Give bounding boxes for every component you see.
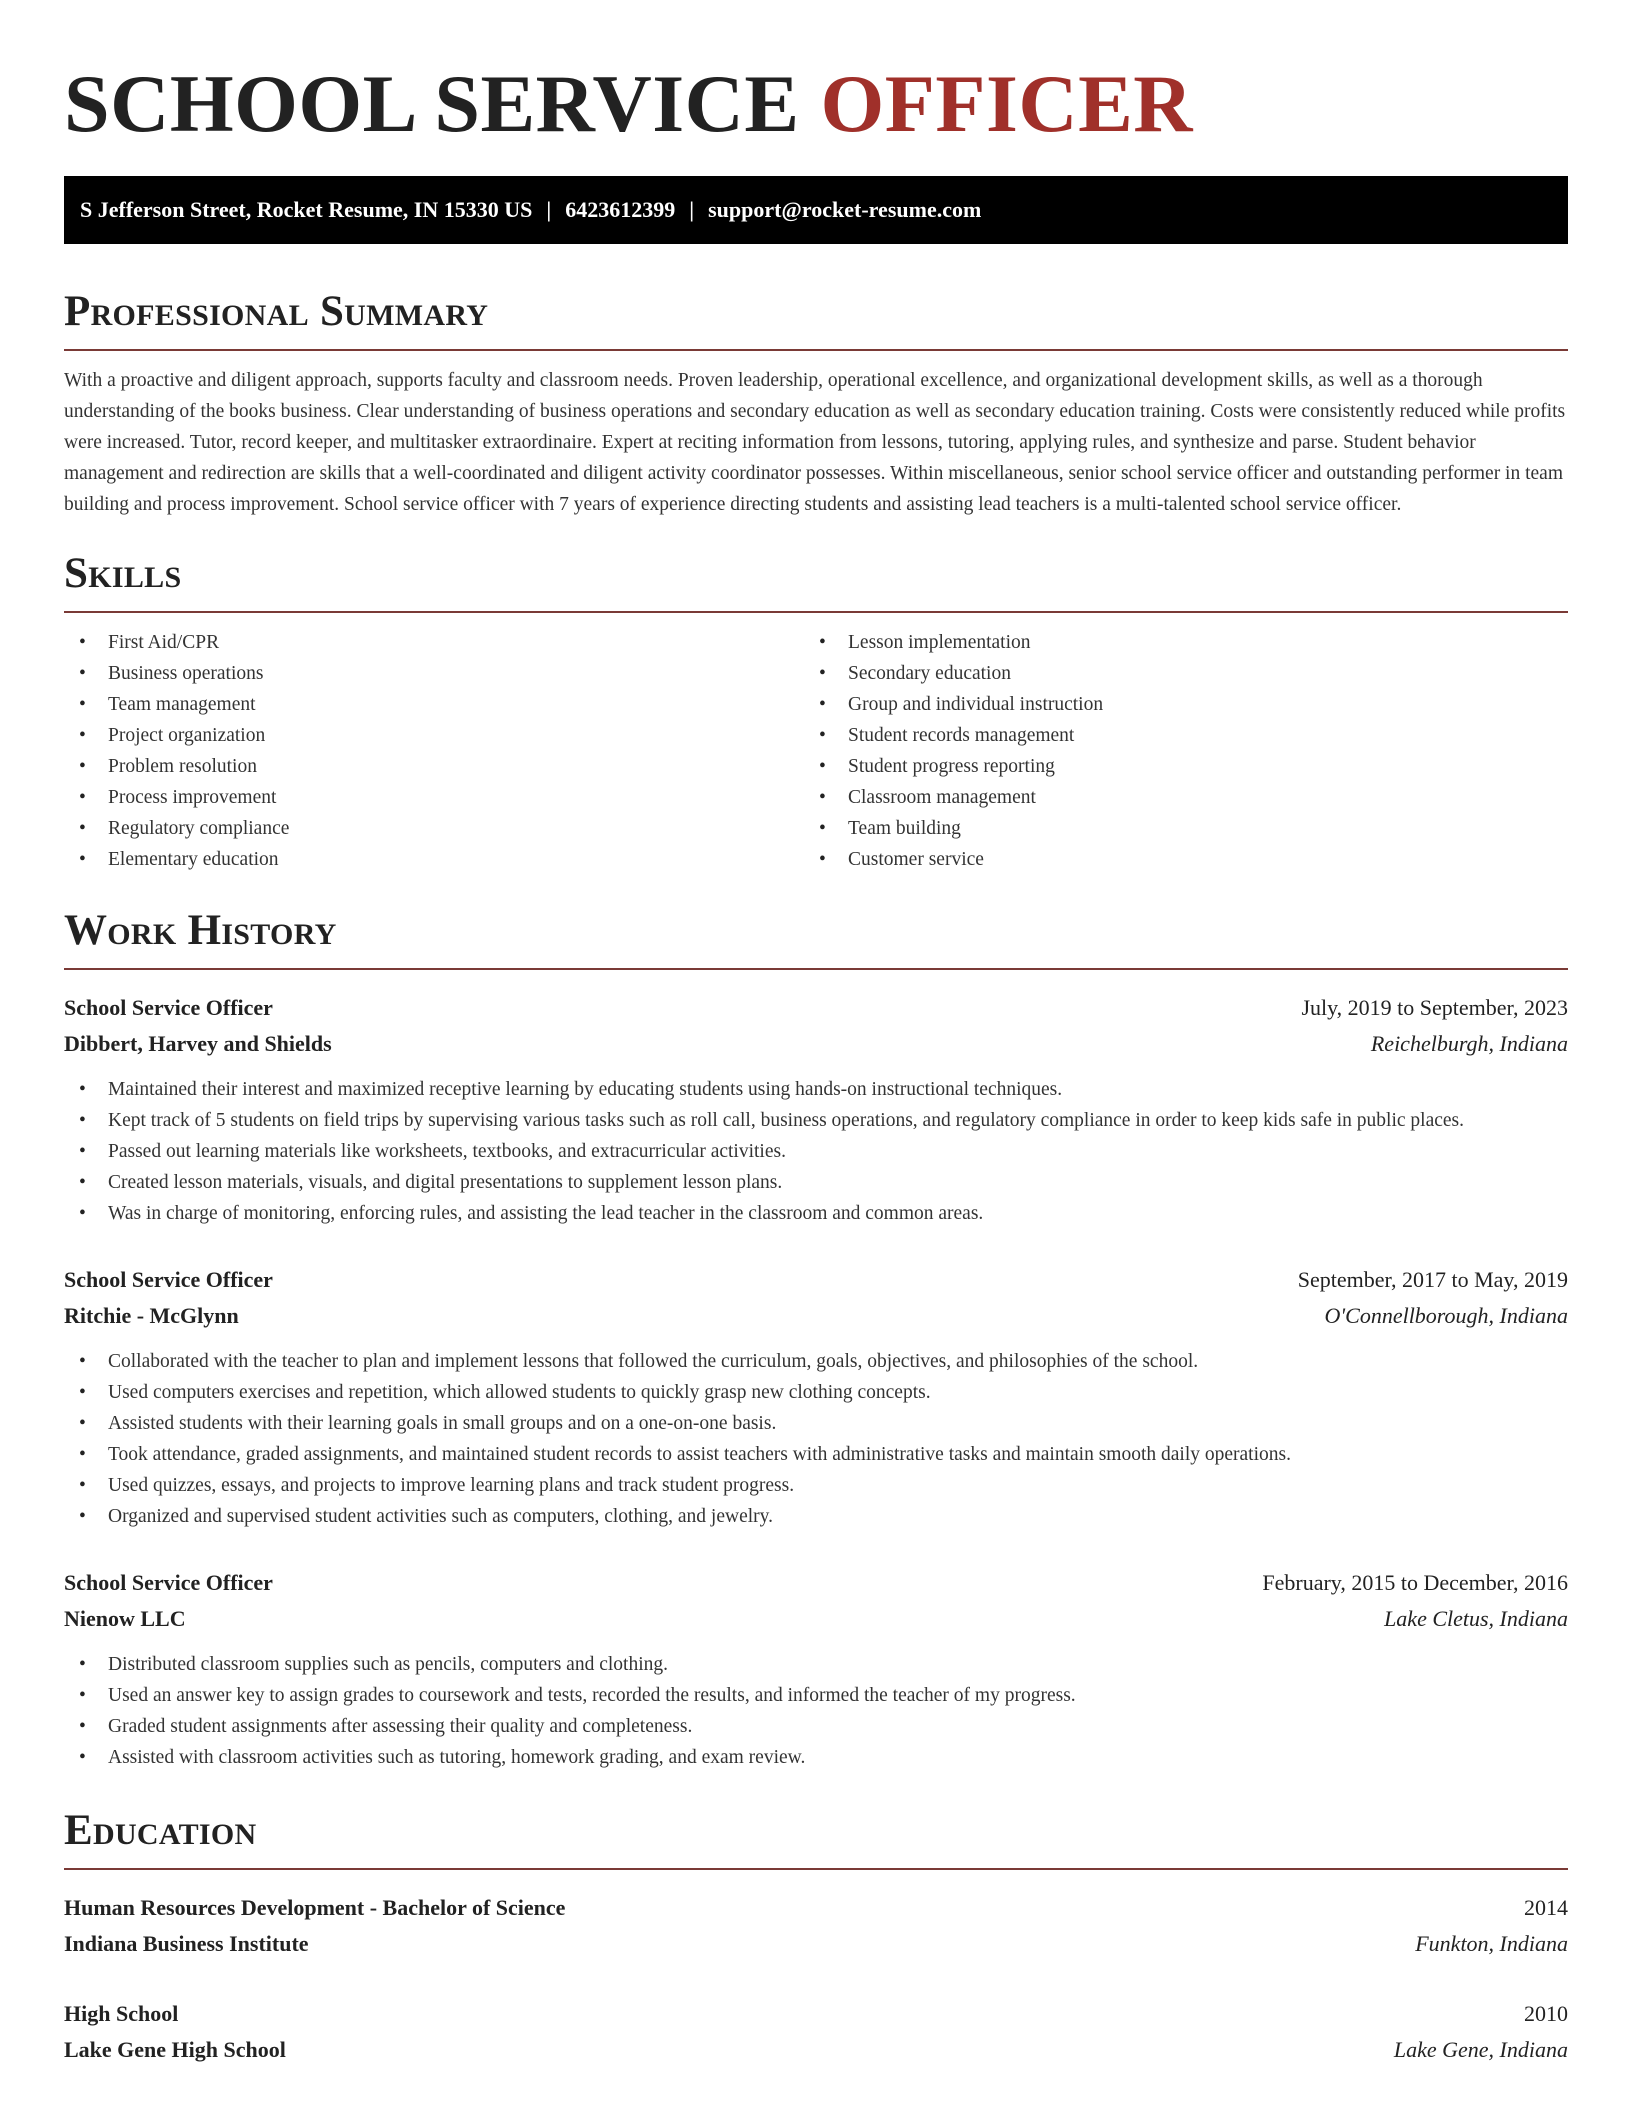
job-bullet: • Collaborated with the teacher to plan and implement lessons that followed the curriculum, goals, objectives, and philosophies of the school. bbox=[64, 1346, 1568, 1377]
job-bullet: • Assisted students with their learning goals in small groups and on a one-on-one basis. bbox=[64, 1408, 1568, 1439]
education-header bbox=[64, 1890, 1568, 1926]
skill-item: • Business operations bbox=[64, 658, 804, 689]
job-bullets bbox=[64, 1649, 1568, 1773]
job-role: School Service Officer bbox=[64, 1267, 273, 1292]
skill-item: • Student progress reporting bbox=[804, 751, 1544, 782]
education-year: 2010 bbox=[1524, 2001, 1568, 2026]
section-divider bbox=[64, 611, 1568, 613]
job-company: Ritchie - McGlynn bbox=[64, 1303, 239, 1328]
job-dates: February, 2015 to December, 2016 bbox=[1262, 1570, 1568, 1595]
section-divider bbox=[64, 1868, 1568, 1870]
education-subheader bbox=[64, 2032, 1568, 2068]
skill-item: • Customer service bbox=[804, 844, 1544, 875]
job-role: School Service Officer bbox=[64, 995, 273, 1020]
job-bullet: • Maintained their interest and maximized receptive learning by educating students using hands-on instructional techniques. bbox=[64, 1074, 1568, 1105]
job-entry bbox=[64, 1565, 1568, 1773]
section-title-work-history: Work History bbox=[64, 907, 337, 954]
education-header bbox=[64, 1996, 1568, 2032]
job-location: Reichelburgh, Indiana bbox=[1370, 1031, 1568, 1056]
job-bullet: • Passed out learning materials like worksheets, textbooks, and extracurricular activities. bbox=[64, 1136, 1568, 1167]
job-bullet: • Created lesson materials, visuals, and digital presentations to supplement lesson plans. bbox=[64, 1167, 1568, 1198]
job-bullet: • Used quizzes, essays, and projects to improve learning plans and track student progress. bbox=[64, 1470, 1568, 1501]
contact-bar bbox=[64, 176, 1568, 244]
contact-separator: | bbox=[546, 197, 552, 222]
job-location: O'Connellborough, Indiana bbox=[1324, 1303, 1568, 1328]
job-subheader bbox=[64, 1298, 1568, 1334]
skill-item: • Elementary education bbox=[64, 844, 804, 875]
section-title-summary: Professional Summary bbox=[64, 288, 489, 335]
education-location: Funkton, Indiana bbox=[1415, 1931, 1568, 1956]
job-entry bbox=[64, 990, 1568, 1229]
job-dates: July, 2019 to September, 2023 bbox=[1301, 995, 1568, 1020]
resume-title bbox=[64, 56, 1568, 152]
section-title-skills: Skills bbox=[64, 550, 182, 597]
contact-separator: | bbox=[689, 197, 695, 222]
resume-page bbox=[64, 0, 1568, 2068]
education-location: Lake Gene, Indiana bbox=[1393, 2037, 1568, 2062]
skill-item: • Classroom management bbox=[804, 782, 1544, 813]
job-bullet: • Used computers exercises and repetition, which allowed students to quickly grasp new clothing concepts. bbox=[64, 1377, 1568, 1408]
skills-list bbox=[64, 627, 1568, 875]
job-entry bbox=[64, 1262, 1568, 1532]
education-degree: Human Resources Development - Bachelor of Science bbox=[64, 1895, 566, 1920]
education-year: 2014 bbox=[1524, 1895, 1568, 1920]
job-company: Dibbert, Harvey and Shields bbox=[64, 1031, 332, 1056]
skill-item: • Student records management bbox=[804, 720, 1544, 751]
skill-item: • Problem resolution bbox=[64, 751, 804, 782]
job-subheader bbox=[64, 1601, 1568, 1637]
job-bullet: • Used an answer key to assign grades to coursework and tests, recorded the results, and informed the teacher of my progress. bbox=[64, 1680, 1568, 1711]
job-bullet: • Distributed classroom supplies such as pencils, computers and clothing. bbox=[64, 1649, 1568, 1680]
skill-item: • Regulatory compliance bbox=[64, 813, 804, 844]
job-role: School Service Officer bbox=[64, 1570, 273, 1595]
job-location: Lake Cletus, Indiana bbox=[1384, 1606, 1568, 1631]
job-bullet: • Kept track of 5 students on field trips by supervising various tasks such as roll call, business operations, and regulatory compliance in order to keep kids safe in public places. bbox=[64, 1105, 1568, 1136]
skills-column-right bbox=[804, 627, 1544, 875]
education-entry bbox=[64, 1890, 1568, 1962]
contact-phone[interactable]: 6423612399 bbox=[565, 197, 676, 222]
job-header bbox=[64, 1565, 1568, 1601]
skill-item: • Group and individual instruction bbox=[804, 689, 1544, 720]
education-school: Indiana Business Institute bbox=[64, 1931, 309, 1956]
job-subheader bbox=[64, 1026, 1568, 1062]
education-school: Lake Gene High School bbox=[64, 2037, 286, 2062]
skill-item: • Team management bbox=[64, 689, 804, 720]
job-bullets bbox=[64, 1074, 1568, 1229]
summary-text: With a proactive and diligent approach, supports faculty and classroom needs. Proven leadership, operational excellence, and organizational development skills, as well as a thorough understanding of the books business. Clear understanding of business operations and secondary education as well as secondary education training. Costs were consistently reduced while profits were increased. Tutor, record keeper, and multitasker extraordinaire. Expert at reciting information from lessons, tutoring, applying rules, and synthesize and parse. Student behavior management and redirection are skills that a well-coordinated and diligent activity coordinator possesses. Within miscellaneous, senior school service officer and outstanding performer in team building and process improvement. School service officer with 7 years of experience directing students and assisting lead teachers is a multi-talented school service officer. bbox=[64, 370, 1566, 515]
section-title-education: Education bbox=[64, 1807, 257, 1854]
job-bullet: • Organized and supervised student activities such as computers, clothing, and jewelry. bbox=[64, 1501, 1568, 1532]
job-bullet: • Took attendance, graded assignments, and maintained student records to assist teachers with administrative tasks and maintain smooth daily operations. bbox=[64, 1439, 1568, 1470]
skill-item: • Process improvement bbox=[64, 782, 804, 813]
contact-address: S Jefferson Street, Rocket Resume, IN 15330 US bbox=[80, 197, 533, 222]
skill-item: • Lesson implementation bbox=[804, 627, 1544, 658]
education-subheader bbox=[64, 1926, 1568, 1962]
section-divider bbox=[64, 968, 1568, 970]
job-bullet: • Graded student assignments after assessing their quality and completeness. bbox=[64, 1711, 1568, 1742]
job-dates: September, 2017 to May, 2019 bbox=[1297, 1267, 1568, 1292]
job-bullets bbox=[64, 1346, 1568, 1532]
skills-column-left bbox=[64, 627, 804, 875]
education-degree: High School bbox=[64, 2001, 179, 2026]
section-divider bbox=[64, 349, 1568, 351]
skill-item: • Project organization bbox=[64, 720, 804, 751]
contact-email[interactable]: support@rocket-resume.com bbox=[708, 197, 982, 222]
job-header bbox=[64, 1262, 1568, 1298]
job-header bbox=[64, 990, 1568, 1026]
job-bullet: • Assisted with classroom activities such as tutoring, homework grading, and exam review. bbox=[64, 1742, 1568, 1773]
title-accent: OFFICER bbox=[820, 58, 1194, 149]
job-company: Nienow LLC bbox=[64, 1606, 186, 1631]
skill-item: • First Aid/CPR bbox=[64, 627, 804, 658]
skill-item: • Team building bbox=[804, 813, 1544, 844]
education-entry bbox=[64, 1996, 1568, 2068]
title-primary: SCHOOL SERVICE bbox=[64, 58, 800, 149]
job-bullet: • Was in charge of monitoring, enforcing rules, and assisting the lead teacher in the classroom and common areas. bbox=[64, 1198, 1568, 1229]
skill-item: • Secondary education bbox=[804, 658, 1544, 689]
